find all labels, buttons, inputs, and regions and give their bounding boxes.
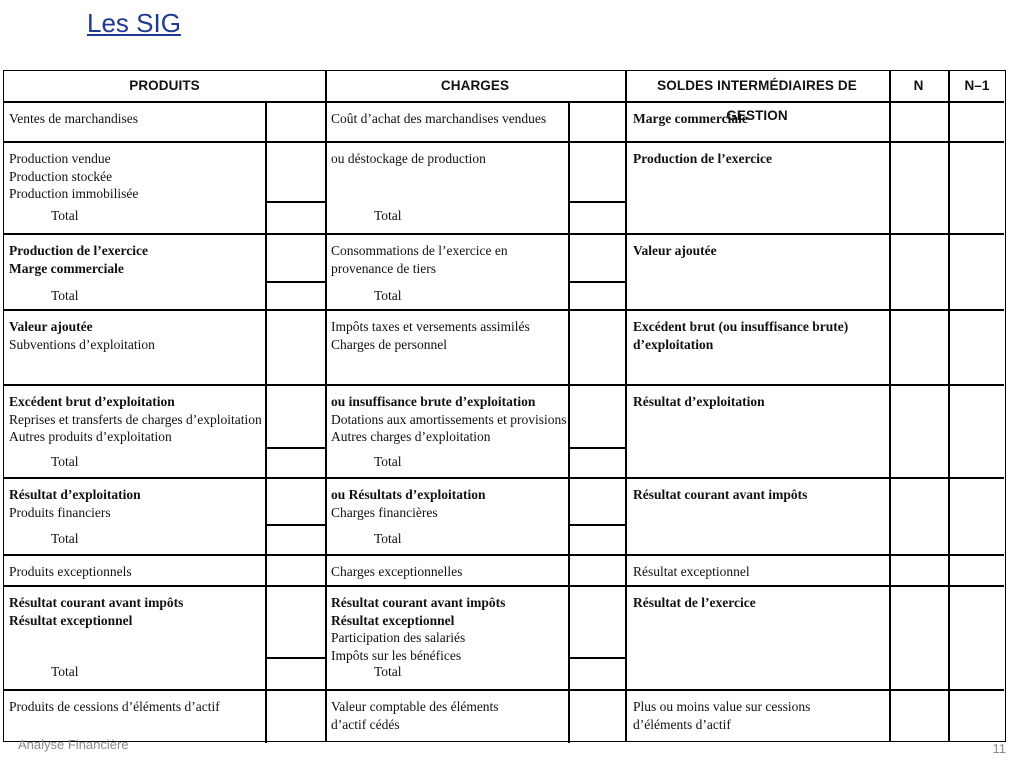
solde-cell [633, 242, 717, 260]
solde-cell-line: d’exploitation [633, 336, 714, 352]
charges-cell-line: Participation des salariés [331, 630, 466, 645]
solde-cell [633, 563, 750, 581]
produits-cell-line: Produits de cessions d’éléments d’actif [9, 699, 220, 714]
charges-cell-line: Résultat exceptionnel [331, 612, 455, 628]
charges-cell [331, 242, 508, 277]
amount-column-separator [568, 554, 570, 585]
produits-cell-line: Ventes de marchandises [9, 111, 138, 126]
total-separator [265, 447, 325, 449]
charges-cell [331, 594, 505, 664]
solde-cell-line: d’éléments d’actif [633, 716, 731, 732]
row-separator [4, 689, 1004, 691]
row-separator [4, 554, 1004, 556]
total-separator [568, 657, 625, 659]
solde-cell [633, 150, 772, 168]
charges-cell-line: Impôts sur les bénéfices [331, 647, 462, 663]
total-label-produits: Total [51, 288, 79, 303]
charges-cell [331, 486, 486, 521]
produits-cell [9, 594, 183, 629]
column-separator [889, 71, 891, 741]
header-produits: PRODUITS [129, 78, 200, 93]
row-separator [4, 585, 1004, 587]
charges-cell-line: Dotations aux amortissements et provisions [331, 411, 567, 427]
header-n: N [913, 78, 924, 93]
total-label-produits: Total [51, 208, 79, 223]
row-separator [4, 309, 1004, 311]
produits-cell-line: Valeur ajoutée [9, 319, 93, 334]
produits-cell-line: Produits financiers [9, 504, 111, 520]
amount-column-separator [568, 384, 570, 477]
column-separator [625, 71, 627, 741]
header-soldes: SOLDES INTERMÉDIAIRES DE GESTION [657, 78, 857, 123]
charges-cell-line: ou déstockage de production [331, 151, 486, 166]
solde-cell-line: Production de l’exercice [633, 151, 772, 166]
total-separator [265, 201, 325, 203]
row-separator [4, 101, 1004, 103]
solde-cell-line: Résultat de l’exercice [633, 595, 756, 610]
solde-cell [633, 393, 765, 411]
column-separator [325, 71, 327, 741]
charges-cell-line: ou insuffisance brute d’exploitation [331, 394, 536, 409]
charges-cell-line: provenance de tiers [331, 260, 436, 276]
total-separator [568, 201, 625, 203]
solde-cell [633, 486, 807, 504]
produits-cell-line: Résultat d’exploitation [9, 487, 141, 502]
amount-column-separator [568, 689, 570, 743]
charges-cell [331, 393, 566, 446]
produits-cell [9, 393, 262, 446]
produits-cell [9, 563, 132, 581]
amount-column-separator [568, 309, 570, 384]
footer-text: Analyse Financière [18, 737, 129, 752]
charges-cell-line: Consommations de l’exercice en [331, 243, 508, 258]
produits-cell [9, 698, 220, 716]
charges-cell-line: Impôts taxes et versements assimilés [331, 319, 530, 334]
solde-cell [633, 594, 756, 612]
row-separator [4, 477, 1004, 479]
produits-cell-line: Produits exceptionnels [9, 564, 132, 579]
total-separator [568, 447, 625, 449]
produits-cell [9, 110, 138, 128]
amount-column-separator [568, 585, 570, 689]
header-n-minus-1: N–1 [964, 78, 990, 93]
amount-column-separator [265, 309, 267, 384]
row-separator [4, 233, 1004, 235]
solde-cell [633, 698, 810, 733]
charges-cell [331, 563, 462, 581]
total-separator [265, 657, 325, 659]
amount-column-separator [265, 101, 267, 141]
total-separator [568, 524, 625, 526]
produits-cell [9, 150, 138, 203]
amount-column-separator [265, 141, 267, 233]
charges-cell-line: Autres charges d’exploitation [331, 429, 491, 444]
produits-cell-line: Subventions d’exploitation [9, 336, 155, 352]
solde-cell-line: Marge commerciale [633, 111, 748, 126]
produits-cell-line: Production vendue [9, 151, 111, 166]
solde-cell-line: Plus ou moins value sur cessions [633, 699, 811, 714]
charges-cell-line: Charges financières [331, 504, 438, 520]
charges-cell-line: Charges de personnel [331, 336, 447, 352]
header-charges: CHARGES [440, 78, 510, 93]
produits-cell-line: Résultat courant avant impôts [9, 595, 184, 610]
produits-cell [9, 486, 141, 521]
total-label-charges: Total [374, 664, 402, 679]
produits-cell-line: Production immobilisée [9, 186, 139, 201]
amount-column-separator [265, 233, 267, 309]
solde-cell-line: Valeur ajoutée [633, 243, 717, 258]
solde-cell-line: Excédent brut (ou insuffisance brute) [633, 319, 849, 334]
charges-cell-line: d’actif cédés [331, 716, 400, 732]
solde-cell [633, 318, 848, 353]
solde-cell-line: Résultat exceptionnel [633, 564, 750, 579]
produits-cell-line: Production de l’exercice [9, 243, 148, 258]
solde-cell-line: Résultat d’exploitation [633, 394, 765, 409]
total-label-produits: Total [51, 664, 79, 679]
page-number: 11 [992, 741, 1006, 756]
amount-column-separator [265, 384, 267, 477]
charges-cell-line: Résultat courant avant impôts [331, 595, 506, 610]
charges-cell-line: Valeur comptable des éléments [331, 699, 499, 714]
amount-column-separator [265, 689, 267, 743]
charges-cell [331, 110, 546, 128]
solde-cell [633, 110, 748, 128]
amount-column-separator [265, 554, 267, 585]
amount-column-separator [568, 233, 570, 309]
produits-cell [9, 242, 148, 277]
amount-column-separator [265, 585, 267, 689]
produits-cell [9, 318, 155, 353]
solde-cell-line: Résultat courant avant impôts [633, 487, 808, 502]
produits-cell-line: Marge commerciale [9, 260, 124, 276]
amount-column-separator [568, 141, 570, 233]
produits-cell-line: Résultat exceptionnel [9, 612, 133, 628]
slide-title: Les SIG [87, 8, 181, 38]
charges-cell-line: Charges exceptionnelles [331, 564, 463, 579]
charges-cell [331, 318, 530, 353]
total-label-produits: Total [51, 531, 79, 546]
total-separator [265, 524, 325, 526]
column-separator [948, 71, 950, 741]
produits-cell-line: Production stockée [9, 168, 113, 184]
total-label-charges: Total [374, 288, 402, 303]
charges-cell [331, 150, 486, 168]
produits-cell-line: Autres produits d’exploitation [9, 429, 172, 444]
amount-column-separator [568, 477, 570, 554]
produits-cell-line: Reprises et transferts de charges d’exploitation [9, 411, 262, 427]
charges-cell [331, 698, 499, 733]
charges-cell-line: Coût d’achat des marchandises vendues [331, 111, 547, 126]
total-separator [265, 281, 325, 283]
total-label-produits: Total [51, 454, 79, 469]
total-label-charges: Total [374, 208, 402, 223]
row-separator [4, 141, 1004, 143]
total-label-charges: Total [374, 454, 402, 469]
row-separator [4, 384, 1004, 386]
amount-column-separator [265, 477, 267, 554]
amount-column-separator [568, 101, 570, 141]
total-separator [568, 281, 625, 283]
charges-cell-line: ou Résultats d’exploitation [331, 487, 486, 502]
sig-table [3, 70, 1006, 742]
produits-cell-line: Excédent brut d’exploitation [9, 394, 175, 409]
total-label-charges: Total [374, 531, 402, 546]
